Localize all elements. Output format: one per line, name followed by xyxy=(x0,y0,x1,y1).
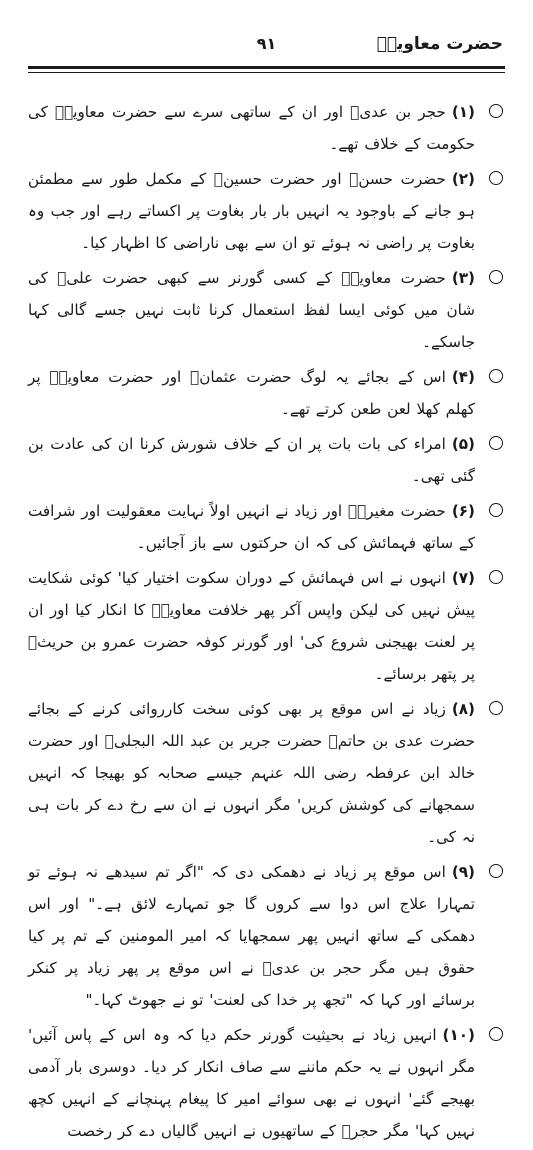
circle-bullet-icon xyxy=(489,270,503,284)
paragraph-2 xyxy=(28,163,503,259)
paragraph-number: (۳) xyxy=(451,269,475,287)
paragraph-6 xyxy=(28,495,503,559)
paragraph-number: (۸) xyxy=(451,700,475,718)
paragraph-number: (۴) xyxy=(451,368,475,386)
paragraph-text: حجر بن عدیؓ اور ان کے ساتھی سرے سے حضرت معاویہؓ کی حکومت کے خلاف تھے۔ xyxy=(28,103,475,153)
paragraph-number: (۱۰) xyxy=(442,1026,475,1044)
paragraph-number: (۷) xyxy=(451,569,475,587)
header-rule-thin xyxy=(28,72,505,73)
circle-bullet-icon xyxy=(489,171,503,185)
paragraph-3 xyxy=(28,262,503,358)
paragraph-8 xyxy=(28,693,503,853)
paragraph-10 xyxy=(28,1019,503,1147)
paragraph-text: حضرت مغیرہؓ اور زیاد نے انہیں اولاً نہایت معقولیت اور شرافت کے ساتھ فہمائش کی کہ ان حرکتوں سے باز آجائیں۔ xyxy=(28,502,475,552)
paragraph-text: اس کے بجائے یہ لوگ حضرت عثمانؓ اور حضرت معاویہؓ پر کھلم کھلا لعن طعن کرتے تھے۔ xyxy=(28,368,475,418)
page-header xyxy=(30,28,503,62)
circle-bullet-icon xyxy=(489,436,503,450)
paragraph-number: (۲) xyxy=(451,170,475,188)
paragraph-text: امراء کی بات بات پر ان کے خلاف شورش کرنا ان کی عادت بن گئی تھی۔ xyxy=(28,435,475,485)
paragraph-1 xyxy=(28,96,503,160)
paragraph-number: (۱) xyxy=(451,103,475,121)
paragraph-text: حضرت حسنؓ اور حضرت حسینؓ کے مکمل طور سے مطمئن ہو جانے کے باوجود یہ انہیں بار بار بغاوت پر اکساتے رہے اور جب وہ بغاوت پر راضی نہ ہوئے تو ان سے بھی ناراضی کا اظہار کیا۔ xyxy=(28,170,475,252)
header-rule-thick xyxy=(28,66,505,69)
paragraph-text: اس موقع پر زیاد نے دھمکی دی کہ "اگر تم سیدھے نہ ہوئے تو تمہارا علاج اس دوا سے کروں گا جو تمہارے لائق ہے۔" اور اس دھمکی کے ساتھ انہیں پھر سمجھایا کہ امیر المومنین کے تم پر کیا حقوق ہیں مگر حجر بن عدیؓ نے اس موقع پر پھر زیاد پر کنکر برسائے اور کہا کہ "تجھ پر خدا کی لعنت' تو نے جھوٹ کہا۔" xyxy=(28,863,475,1009)
circle-bullet-icon xyxy=(489,369,503,383)
paragraph-text: زیاد نے اس موقع پر بھی کوئی سخت کارروائی کرنے کے بجائے حضرت عدی بن حاتمؓ حضرت جریر بن عبد اللہ البجلیؓ اور حضرت خالد ابن عرفطہ رضی اللہ عنہم جیسے صحابہ کو بھیجا کہ انہیں سمجھانے کی کوشش کریں' مگر انہوں نے ان سے رخ دے کر بات ہی نہ کی۔ xyxy=(28,700,475,846)
paragraph-text: حضرت معاویہؓ کے کسی گورنر سے کبھی حضرت علیؓ کی شان میں کوئی ایسا لفظ استعمال کرنا ثابت نہیں جسے گالی کہا جاسکے۔ xyxy=(28,269,475,351)
paragraph-4 xyxy=(28,361,503,425)
paragraph-text: انہیں زیاد نے بحیثیت گورنر حکم دیا کہ وہ اس کے پاس آئیں' مگر انہوں نے یہ حکم ماننے سے صاف انکار کر دیا۔ دوسری بار آدمی بھیجے گئے' انہوں نے بھی سوائے امیر کا پیغام پہنچانے کے انہیں کچھ نہیں کہا' مگر حجرؓ کے ساتھیوں نے انہیں گالیاں دے کر رخصت xyxy=(28,1026,475,1140)
circle-bullet-icon xyxy=(489,570,503,584)
paragraph-text: انہوں نے اس فہمائش کے دوران سکوت اختیار کیا' کوئی شکایت پیش نہیں کی لیکن واپس آکر پھر خلافت معاویہؓ کا انکار کیا اور ان پر لعنت بھیجنی شروع کی' اور گورنر کوفہ حضرت عمرو بن حریثؓ پر پتھر برسائے۔ xyxy=(28,569,475,683)
paragraph-number: (۵) xyxy=(451,435,475,453)
circle-bullet-icon xyxy=(489,1027,503,1041)
paragraph-number: (۹) xyxy=(451,863,475,881)
paragraph-9 xyxy=(28,856,503,1016)
paragraph-5 xyxy=(28,428,503,492)
paragraph-7 xyxy=(28,562,503,690)
circle-bullet-icon xyxy=(489,701,503,715)
circle-bullet-icon xyxy=(489,503,503,517)
circle-bullet-icon xyxy=(489,864,503,878)
page-body xyxy=(28,96,503,1150)
circle-bullet-icon xyxy=(489,104,503,118)
page-number: ۹۱ xyxy=(256,34,277,53)
running-title: حضرت معاویہؓ xyxy=(376,34,503,54)
paragraph-number: (۶) xyxy=(451,502,475,520)
